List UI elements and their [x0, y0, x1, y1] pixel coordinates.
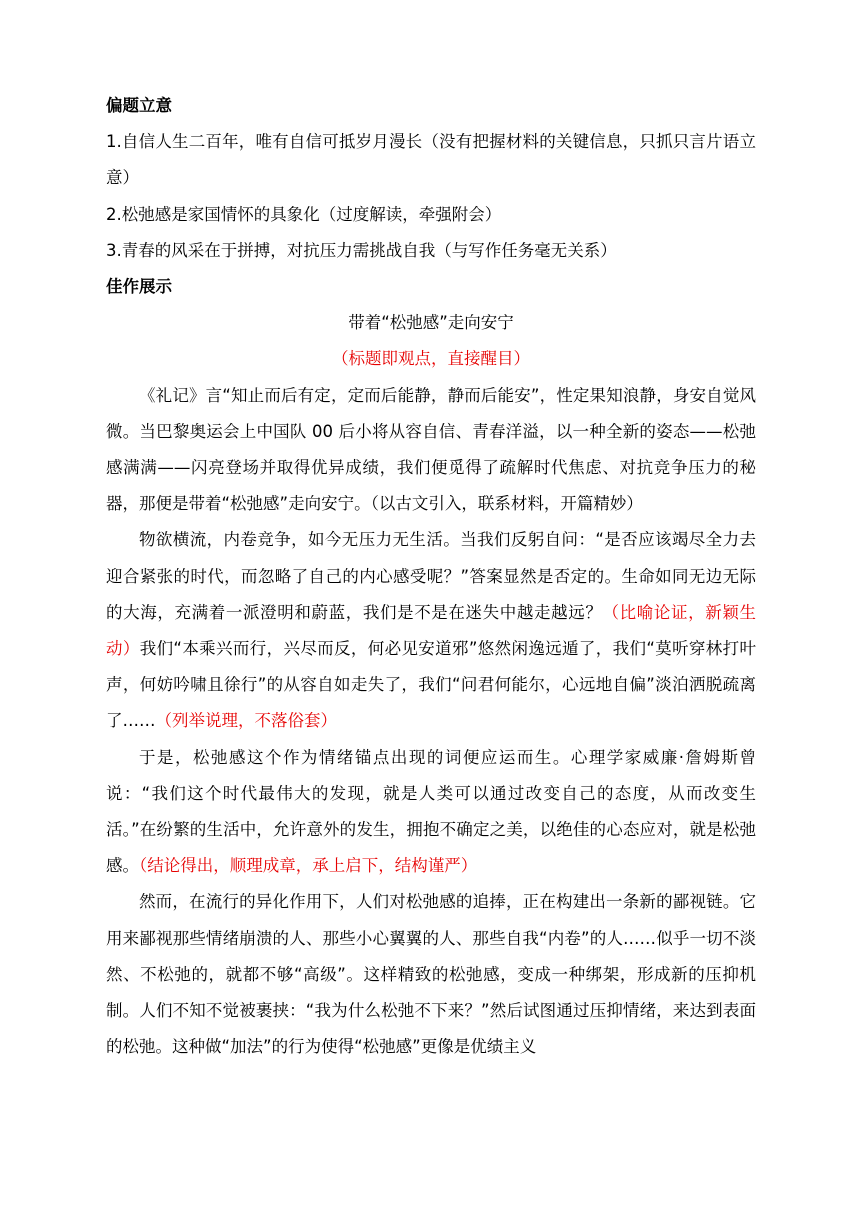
paragraph-2-annotation-1: （比喻论证，新颖生动） [106, 602, 757, 659]
section-heading-model-essay: 佳作展示 [106, 277, 172, 297]
paragraph-3-text: 于是，松弛感这个作为情绪锚点出现的词便应运而生。心理学家威廉·詹姆斯曾说：“我们这个时代最伟大的发现，就是人类可以通过改变自己的态度，从而改变生活。”在纷繁的生活中，允许意外的发生，拥抱不确定之美，以绝佳的心态应对，就是松弛感。 [106, 747, 756, 876]
essay-paragraph-4: 然而，在流行的异化作用下，人们对松弛感的追捧，正在构建出一条新的鄙视链。它用来鄙视那些情绪崩溃的人、那些小心翼翼的人、那些自我“内卷”的人……似乎一切不淡然、不松弛的，就都不够“高级”。这样精致的松弛感，变成一种绑架，形成新的压抑机制。人们不知不觉被裹挟：“我为什么松弛不下来？”然后试图通过压抑情绪，来达到表面的松弛。这种做“加法”的行为使得“松弛感”更像是优绩主义 [106, 892, 756, 1057]
bad-idea-item-2: 2.松弛感是家国情怀的具象化（过度解读，牵强附会） [106, 204, 502, 224]
section-heading-bad-ideas: 偏题立意 [106, 96, 172, 115]
essay-paragraph-3 [106, 740, 756, 885]
document-page [106, 88, 756, 1065]
bad-idea-item-3: 3.青春的风采在于拼搏，对抗压力需挑战自我（与写作任务毫无关系） [106, 240, 617, 260]
paragraph-2-annotation-2: （列举说理，不落俗套） [155, 711, 337, 731]
essay-paragraph-1: 《礼记》言“知止而后有定，定而后能静，静而后能安”，性定果知浪静，身安自觉风微。当巴黎奥运会上中国队 00 后小将从容自信、青春洋溢，以一种全新的姿态——松弛感满满——闪亮登场并取得优异成绩，我们便觅得了疏解时代焦虑、对抗竞争压力的秘器，那便是带着“松弛感”走向安宁。（以古文引入，联系材料，开篇精妙） [106, 385, 756, 514]
essay-paragraph-2 [106, 522, 756, 739]
paragraph-2-text-a: 物欲横流，内卷竞争，如今无压力无生活。当我们反躬自问：“是否应该竭尽全力去迎合紧张的时代，而忽略了自己的内心感受呢？”答案显然是否定的。生命如同无边无际的大海，充满着一派澄明和蔚蓝，我们是不是在迷失中越走越远？ [106, 530, 756, 622]
paragraph-2-text-b: 我们“本乘兴而行，兴尽而反，何必见安道邪”悠然闲逸远遁了，我们“莫听穿林打叶声，何妨吟啸且徐行”的从容自如走失了，我们“问君何能尔，心远地自偏”淡泊洒脱疏离了…… [106, 639, 756, 731]
bad-idea-item-1: 1.自信人生二百年，唯有自信可抵岁月漫长（没有把握材料的关键信息，只抓只言片语立意） [106, 132, 756, 188]
essay-title: 带着“松弛感”走向安宁 [348, 313, 514, 333]
paragraph-3-annotation: （结论得出，顺理成章，承上启下，结构谨严） [139, 856, 478, 876]
essay-title-annotation: （标题即观点，直接醒目） [332, 349, 530, 369]
